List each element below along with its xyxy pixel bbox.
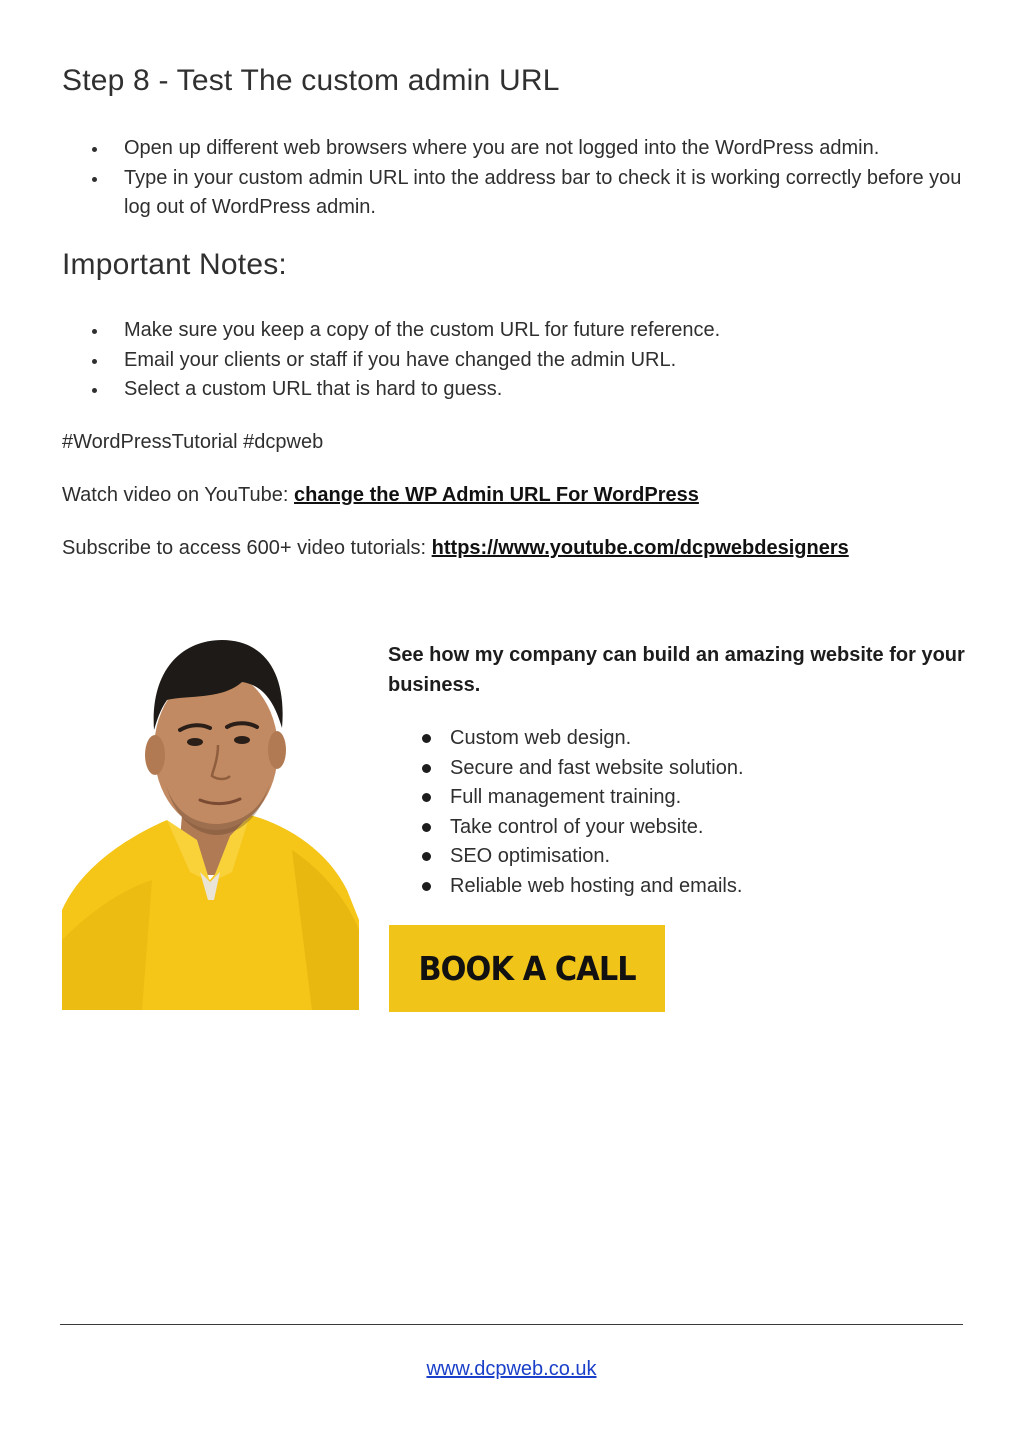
watch-video-line [62,484,699,507]
list-item: Select a custom URL that is hard to guess. [62,375,964,405]
subscribe-prefix: Subscribe to access 600+ video tutorials: [62,537,432,559]
list-item: Take control of your website. [420,813,744,843]
list-item: Open up different web browsers where you are not logged into the WordPress admin. [62,134,964,164]
list-item: Secure and fast website solution. [420,754,744,784]
list-item: Type in your custom admin URL into the address bar to check it is working correctly before you log out of WordPress admin. [62,164,964,223]
section-heading-step8: Step 8 - Test The custom admin URL [62,64,560,97]
footer [0,1358,1023,1381]
website-link[interactable]: www.dcpweb.co.uk [426,1358,597,1380]
list-item: SEO optimisation. [420,842,744,872]
promo-list [420,724,744,901]
watch-video-prefix: Watch video on YouTube: [62,484,295,506]
section-heading-notes: Important Notes: [62,248,287,281]
list-item: Make sure you keep a copy of the custom URL for future reference. [62,316,964,346]
youtube-channel-link[interactable]: https://www.youtube.com/dcpwebdesigners [431,537,849,559]
list-item: Reliable web hosting and emails. [420,872,744,902]
author-photo [62,610,359,1010]
list-item: Email your clients or staff if you have changed the admin URL. [62,346,964,376]
subscribe-line [62,537,849,560]
list-item: Custom web design. [420,724,744,754]
footer-divider [60,1324,963,1325]
youtube-video-link[interactable]: change the WP Admin URL For WordPress [294,484,699,506]
notes-list [62,316,964,405]
hashtags: #WordPressTutorial #dcpweb [62,431,324,453]
book-a-call-button[interactable] [389,925,665,1012]
author-photo-illustration [62,610,359,1010]
step8-list [62,134,964,223]
promo-heading: See how my company can build an amazing website for your business. [388,644,965,696]
list-item: Full management training. [420,783,744,813]
book-a-call-label: BOOK A CALL [418,949,636,988]
